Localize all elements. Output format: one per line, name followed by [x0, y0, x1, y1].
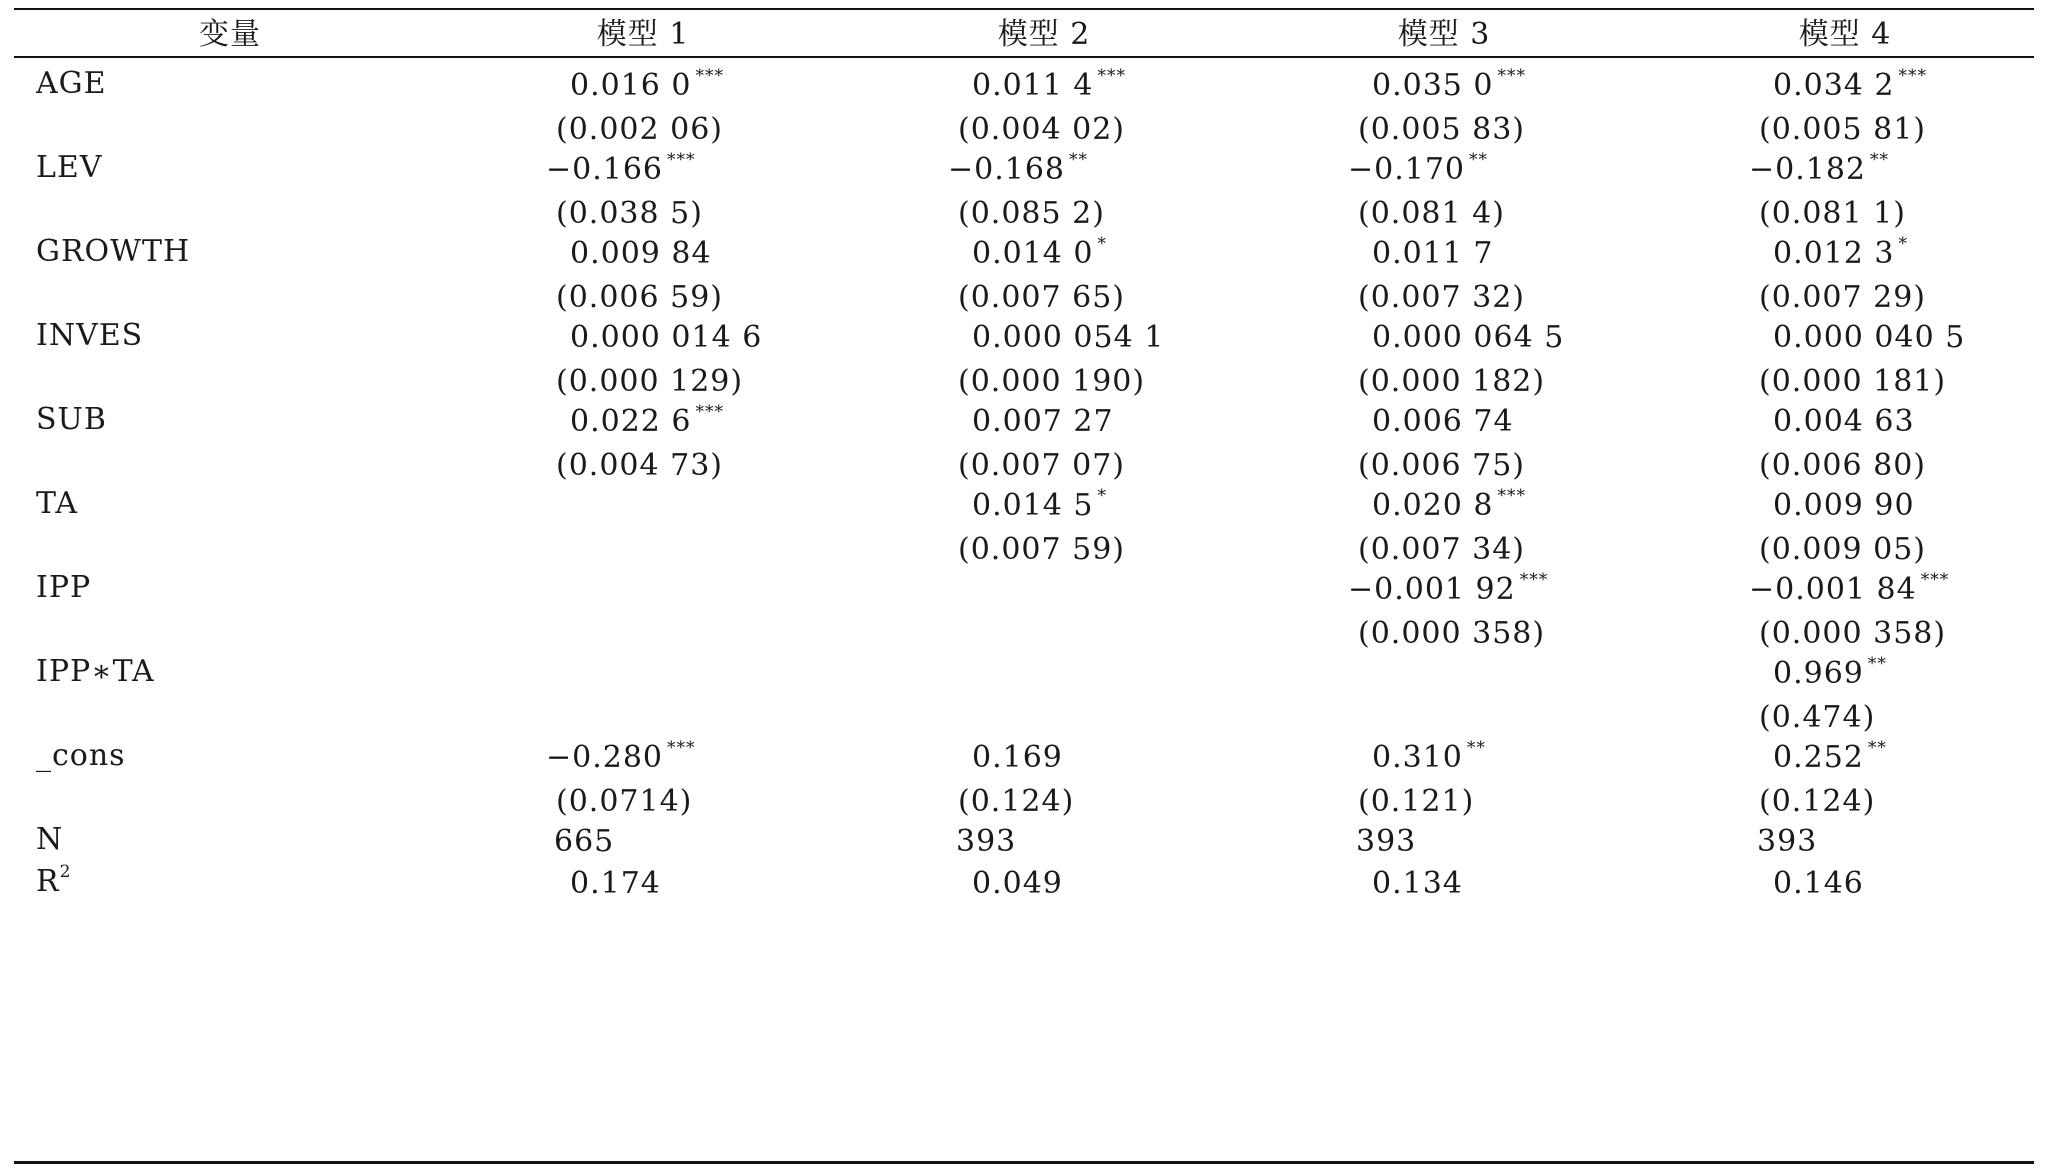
- std-error-cell: (0.000 358): [1759, 616, 1947, 651]
- row-label-ipp: IPP: [36, 570, 92, 605]
- coef-cell: −0.166 ***: [546, 150, 696, 187]
- significance-stars: *: [1097, 486, 1108, 506]
- std-error-cell: (0.004 02): [958, 112, 1126, 147]
- r-squared-superscript: 2: [59, 862, 72, 882]
- coef-cell: 0.016 0 ***: [570, 66, 725, 103]
- n-cell: 665: [554, 824, 615, 859]
- significance-stars: ***: [667, 150, 696, 170]
- significance-stars: ***: [1497, 486, 1527, 506]
- row-label-n: N: [36, 822, 64, 857]
- significance-stars: ***: [695, 66, 725, 86]
- n-cell: 393: [956, 824, 1017, 859]
- coef-cell: 0.000 064 5: [1372, 320, 1565, 355]
- coef-cell: 0.310 **: [1372, 738, 1486, 775]
- coef-cell: −0.182 **: [1749, 150, 1890, 187]
- significance-stars: **: [1466, 738, 1486, 758]
- r-squared-cell: 0.134: [1372, 866, 1463, 901]
- significance-stars: **: [1867, 738, 1887, 758]
- std-error-cell: (0.000 182): [1358, 364, 1546, 399]
- coef-cell: 0.000 054 1: [972, 320, 1165, 355]
- std-error-cell: (0.038 5): [556, 196, 703, 231]
- std-error-cell: (0.007 34): [1358, 532, 1526, 567]
- std-error-cell: (0.005 81): [1759, 112, 1927, 147]
- significance-stars: ***: [1898, 66, 1928, 86]
- significance-stars: *: [1097, 234, 1108, 254]
- row-label--cons: _cons: [36, 738, 126, 773]
- coef-cell: −0.280 ***: [546, 738, 696, 775]
- coef-cell: 0.020 8 ***: [1372, 486, 1527, 523]
- std-error-cell: (0.006 75): [1358, 448, 1526, 483]
- significance-stars: **: [1870, 150, 1890, 170]
- significance-stars: ***: [1097, 66, 1127, 86]
- std-error-cell: (0.121): [1358, 784, 1475, 819]
- std-error-cell: (0.005 83): [1358, 112, 1526, 147]
- header-model-2: 模型 2: [997, 17, 1091, 52]
- n-cell: 393: [1356, 824, 1417, 859]
- std-error-cell: (0.124): [1759, 784, 1876, 819]
- coef-cell: 0.009 90: [1773, 488, 1915, 523]
- significance-stars: **: [1069, 150, 1089, 170]
- n-cell: 393: [1757, 824, 1818, 859]
- coef-cell: 0.000 014 6: [570, 320, 763, 355]
- coef-cell: 0.035 0 ***: [1372, 66, 1527, 103]
- row-label-sub: SUB: [36, 402, 107, 437]
- std-error-cell: (0.085 2): [958, 196, 1105, 231]
- coef-cell: 0.000 040 5: [1773, 320, 1966, 355]
- coef-cell: 0.009 84: [570, 236, 712, 271]
- coef-cell: −0.170 **: [1348, 150, 1489, 187]
- row-label-age: AGE: [36, 66, 107, 101]
- coef-cell: 0.169: [972, 740, 1063, 775]
- r-squared-cell: 0.146: [1773, 866, 1864, 901]
- top-rule: [14, 8, 2034, 10]
- std-error-cell: (0.009 05): [1759, 532, 1927, 567]
- std-error-cell: (0.007 65): [958, 280, 1126, 315]
- std-error-cell: (0.000 129): [556, 364, 744, 399]
- header-model-1: 模型 1: [596, 17, 690, 52]
- r-squared-cell: 0.174: [570, 866, 661, 901]
- coef-cell: 0.022 6 ***: [570, 402, 725, 439]
- coef-cell: 0.012 3 *: [1773, 234, 1909, 271]
- std-error-cell: (0.474): [1759, 700, 1876, 735]
- coef-cell: 0.014 5 *: [972, 486, 1108, 523]
- significance-stars: ***: [695, 402, 725, 422]
- header-model-4: 模型 4: [1798, 17, 1892, 52]
- significance-stars: ***: [1920, 570, 1950, 590]
- row-label-growth: GROWTH: [36, 234, 191, 269]
- row-label-ipp-ta: IPP∗TA: [36, 654, 155, 689]
- significance-stars: ***: [667, 738, 696, 758]
- std-error-cell: (0.000 358): [1358, 616, 1546, 651]
- coef-cell: 0.034 2 ***: [1773, 66, 1928, 103]
- header-variable: 变量: [199, 17, 261, 52]
- coef-cell: 0.007 27: [972, 404, 1114, 439]
- significance-stars: *: [1898, 234, 1909, 254]
- std-error-cell: (0.002 06): [556, 112, 724, 147]
- std-error-cell: (0.000 181): [1759, 364, 1947, 399]
- row-label-ta: TA: [36, 486, 79, 521]
- std-error-cell: (0.007 32): [1358, 280, 1526, 315]
- std-error-cell: (0.081 4): [1358, 196, 1505, 231]
- std-error-cell: (0.0714): [556, 784, 693, 819]
- row-label-lev: LEV: [36, 150, 103, 185]
- coef-cell: −0.001 84 ***: [1749, 570, 1950, 607]
- coef-cell: 0.011 7: [1372, 236, 1494, 271]
- bottom-rule: [14, 1161, 2034, 1164]
- r-squared-cell: 0.049: [972, 866, 1063, 901]
- std-error-cell: (0.006 59): [556, 280, 724, 315]
- std-error-cell: (0.124): [958, 784, 1075, 819]
- coef-cell: 0.011 4 ***: [972, 66, 1127, 103]
- coef-cell: 0.014 0 *: [972, 234, 1108, 271]
- std-error-cell: (0.007 07): [958, 448, 1126, 483]
- std-error-cell: (0.007 29): [1759, 280, 1927, 315]
- coef-cell: 0.004 63: [1773, 404, 1915, 439]
- std-error-cell: (0.081 1): [1759, 196, 1906, 231]
- header-rule: [14, 56, 2034, 58]
- coef-cell: 0.969 **: [1773, 654, 1887, 691]
- coef-cell: 0.006 74: [1372, 404, 1514, 439]
- row-label-inves: INVES: [36, 318, 144, 353]
- header-model-3: 模型 3: [1397, 17, 1491, 52]
- significance-stars: **: [1867, 654, 1887, 674]
- row-label-r-squared: $R^2$: [36, 862, 72, 899]
- significance-stars: **: [1469, 150, 1489, 170]
- std-error-cell: (0.006 80): [1759, 448, 1927, 483]
- significance-stars: ***: [1519, 570, 1549, 590]
- significance-stars: ***: [1497, 66, 1527, 86]
- std-error-cell: (0.004 73): [556, 448, 724, 483]
- coef-cell: −0.001 92 ***: [1348, 570, 1549, 607]
- coef-cell: −0.168 **: [948, 150, 1089, 187]
- std-error-cell: (0.000 190): [958, 364, 1146, 399]
- coef-cell: 0.252 **: [1773, 738, 1887, 775]
- std-error-cell: (0.007 59): [958, 532, 1126, 567]
